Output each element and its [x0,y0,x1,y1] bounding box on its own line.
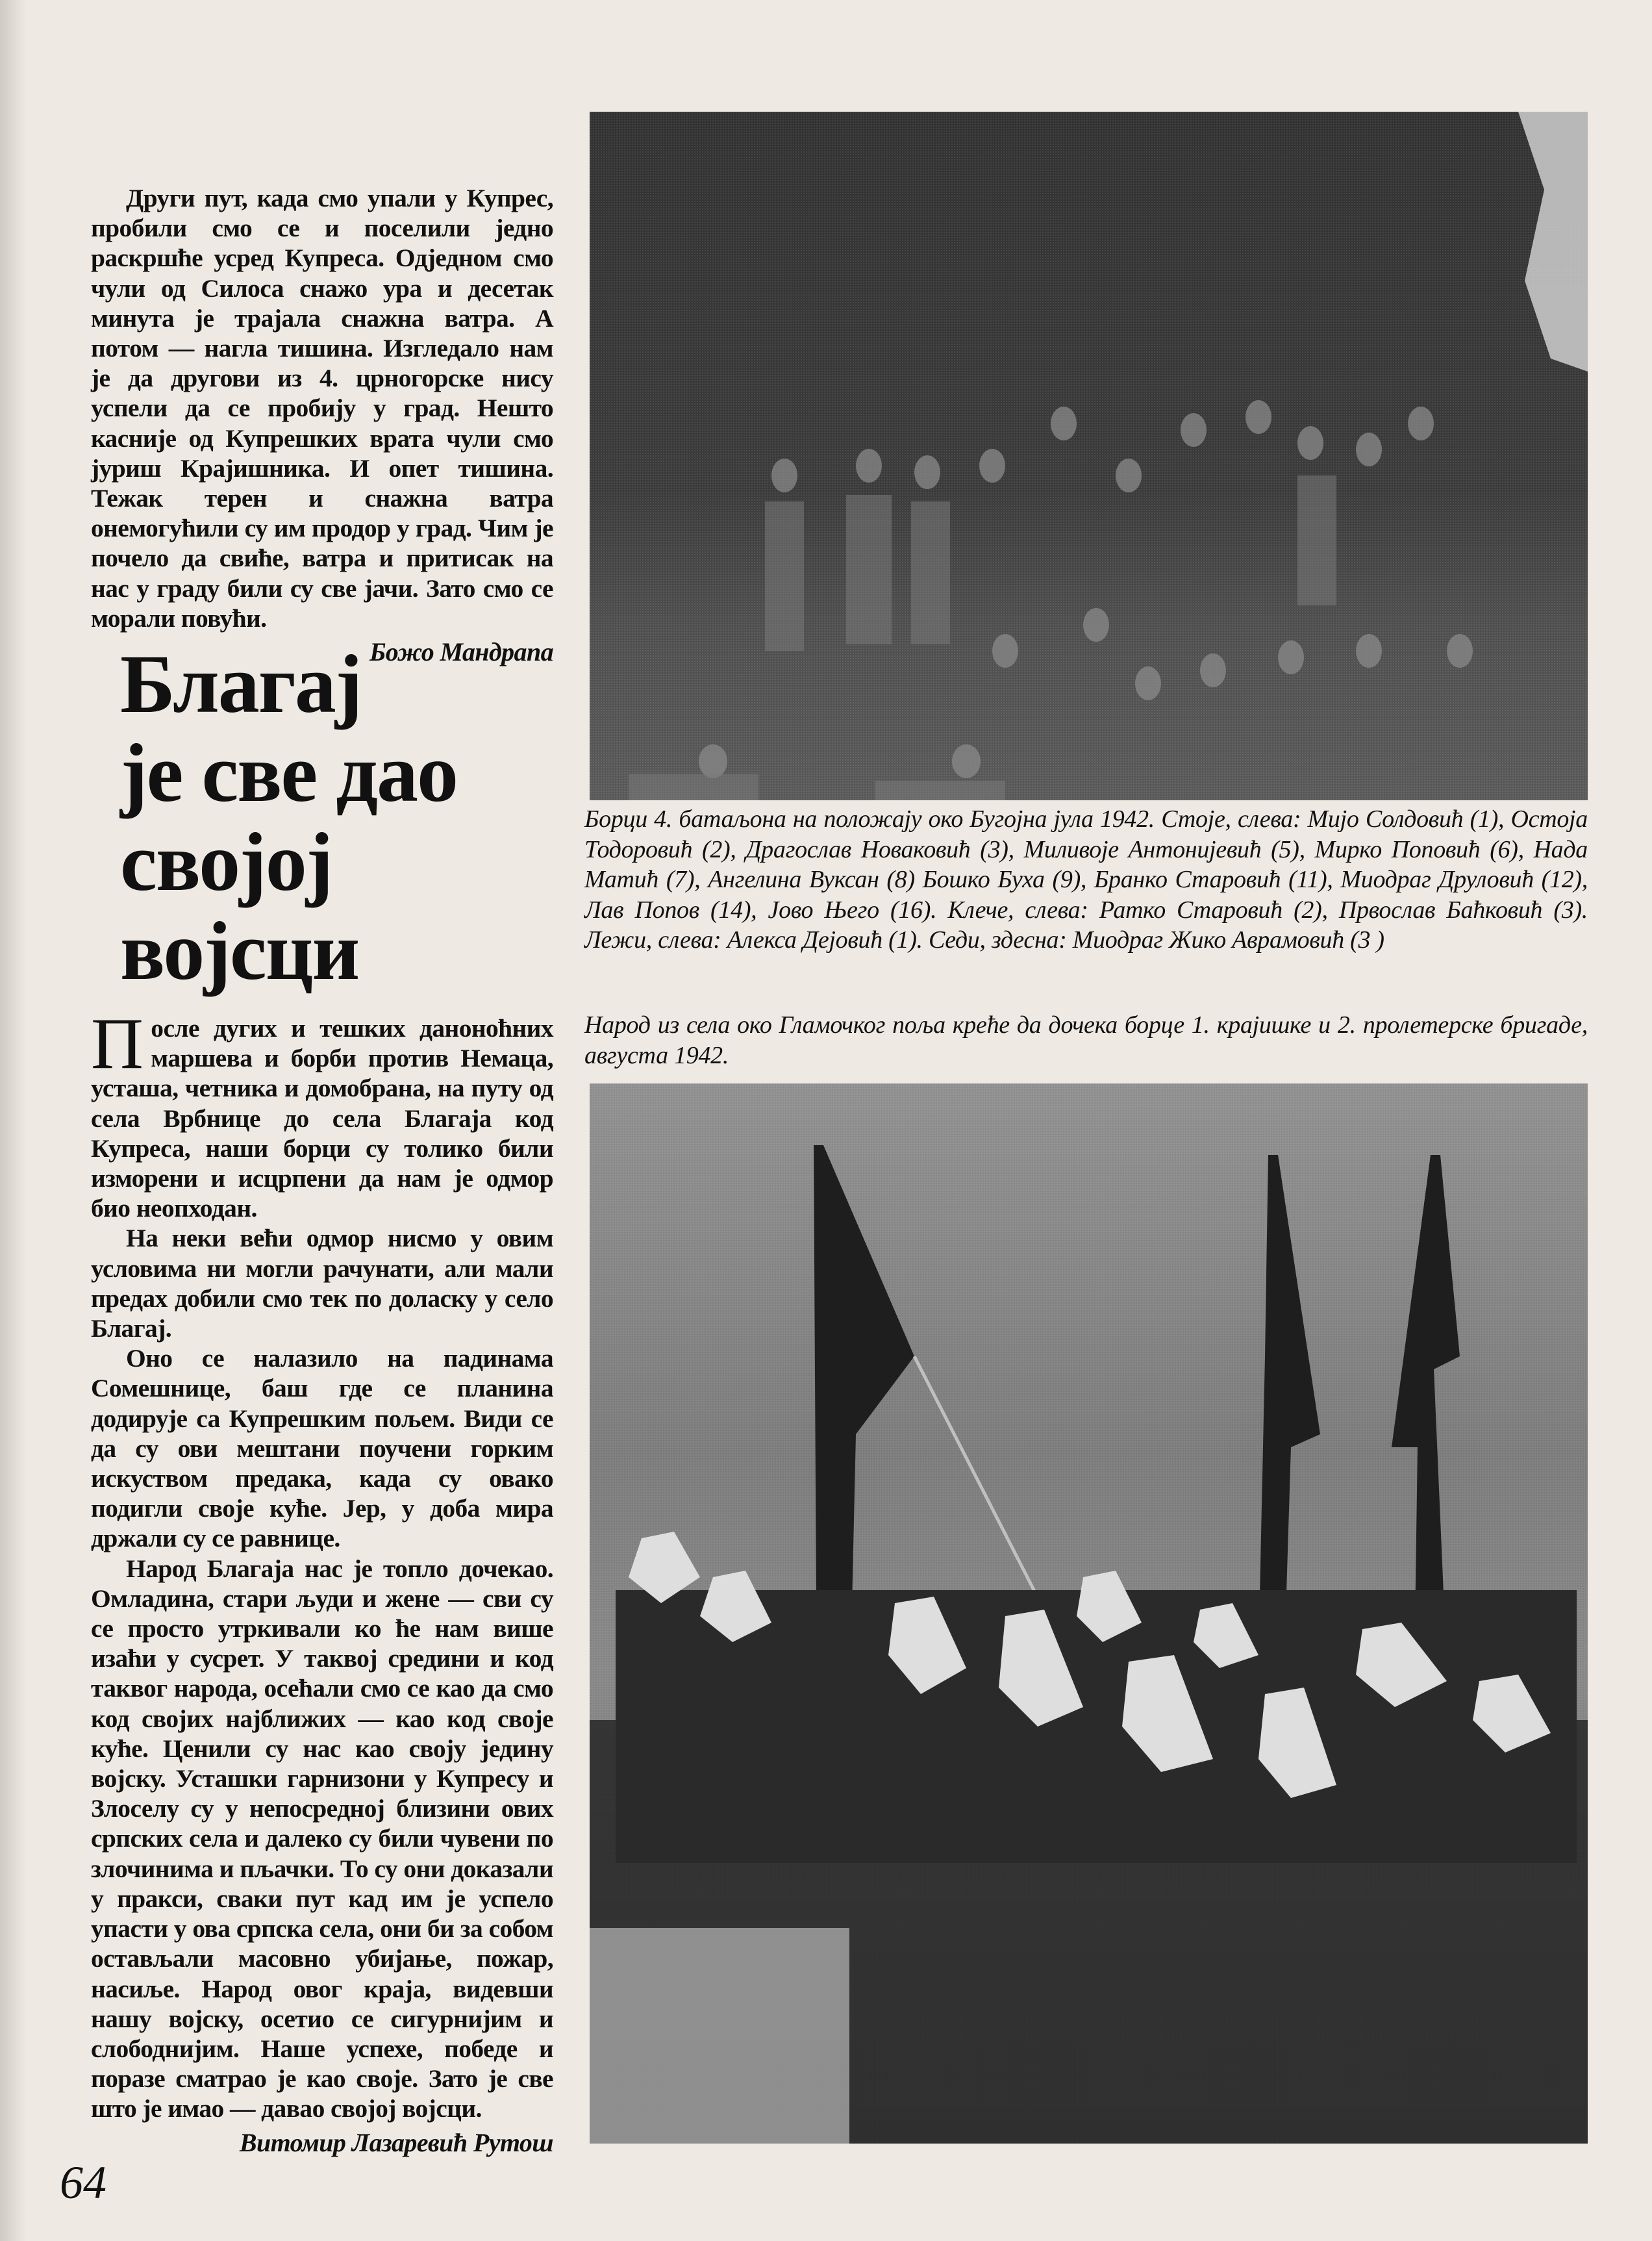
article-paragraph: На неки већи одмор нисмо у овим условима ни могли рачунати, али мали предах добили смо тек по доласку у село Благај. [91,1224,553,1343]
intro-story [91,183,553,667]
intro-paragraph: Други пут, када смо упали у Купрес, пробили смо се и поселили једно раскршће усред Купреса. Одједном смо чули од Силоса снажо ура и десетак минута је трајала снажна ватра. А потом — нагла тишина. Изгледало нам је да другови из 4. црногорске нису успели да се пробију у град. Нешто касније од Купрешких врата чули смо јуриш Крајишника. И опет тишина. Тежак терен и снажна ватра онемогућили су им продор у град. Чим је почело да свиће, ватра и притисак на нас у граду били су све јачи. Зато смо се морали повући. [91,184,553,633]
photo-villagers-caption: Народ из села око Гламочког поља креће да дочека борце 1. крајишке и 2. пролетерске бригаде, августа 1942. [584,1011,1588,1069]
headline-line: својој [120,816,332,908]
photo-fighters-caption: Борци 4. батаљона на положају око Бугојна јула 1942. Стоје, слева: Мијо Солдовић (1), Остоја Тодоровић (2), Драгослав Новаковић (3), Миливоје Антонијевић (5), Мирко Поповић (6), Нада Матић (7), Ангелина Вуксан (8) Бошко Буха (9), Бранко Старовић (11), Миодраг Друловић (12), Лав Попов (14), Јово Њего (16). Клече, слева: Ратко Старовић (2), Првослав Баћковић (3). Лежи, слева: Алекса Дејовић (1). Седи, здесна: Миодраг Жико Аврамовић (3 ) [584,805,1588,954]
headline-line: војсци [120,905,359,997]
scan-edge-shadow [0,0,26,2241]
first-paragraph-text: осле дугих и тешких данонoћних маршева и борби против Немаца, усташа, четника и домобрана, на путу од села Врбнице до села Благаја код Купреса, наши борци су толико били изморени и исцрпени да нам је одмор био неопходан. [91,1014,553,1223]
headline-line: Благај [120,638,362,730]
photo-villagers-image [590,1083,1588,2144]
article-body [91,1004,553,2158]
article-author: Витомир Лазаревић Рутош [239,2127,553,2157]
photo-fighters-image [590,112,1588,800]
article-paragraph: Народ Благаја нас је топло дочекао. Омладина, стари људи и жене — сви су се просто утркивали ко ће нам више изаћи у сусрет. У таквој средини и код таквог народа, осећали смо се као да смо код својих најближих — као код своје куће. Ценили су нас као своју једину војску. Усташки гарнизони у Купресу и Злоселу су у непосредној близини ових српских села и далеко су били чувени по злочинима и пљачки. То су они доказали у пракси, сваки пут кад им је успело упасти у ова српска села, они би за собом остављали масовно убијање, пожар, насиље. Народ овог краја, видевши нашу војску, осетио се сигурнијим и слободнијим. Наше успехе, победе и поразе сматрао је као своје. Зато је све што је имао — давао својој војсци. [91,1554,553,2123]
photo-fighters-group [590,112,1588,800]
article-paragraph: Оно се налазило на падинама Сомешнице, баш где се планина додирује са Купрешким пољем. Види се да су ови мештани поучени горким искуством предака, када су овако подигли своје куће. Јер, у доба мира држали су се равнице. [91,1344,553,1553]
article-headline [120,640,523,996]
drop-cap: П [91,1004,144,1084]
page-number: 64 [60,2157,106,2209]
headline-line: је све дао [120,727,457,819]
photo-villagers-flags [590,1083,1588,2144]
intro-author: Божо Мандрапа [369,637,553,667]
article-paragraph-first [91,1004,553,1223]
